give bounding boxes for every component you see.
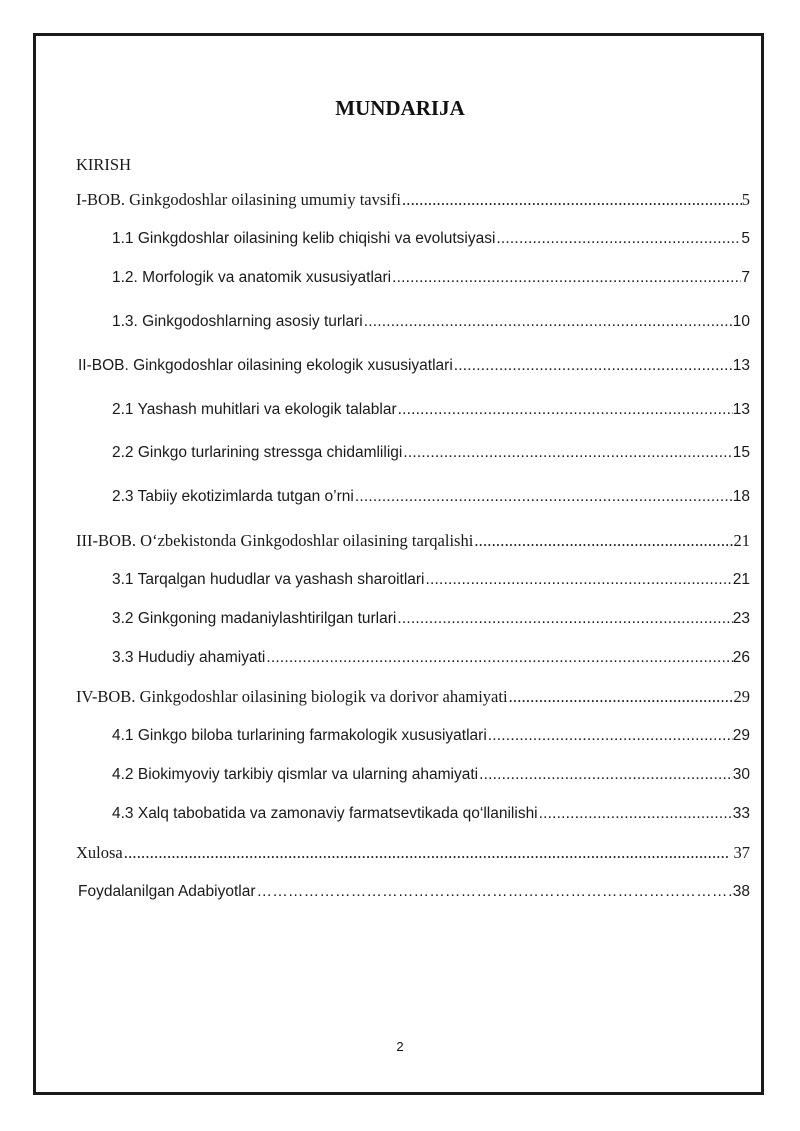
leader-dots — [496, 229, 741, 249]
toc-entry-page: 10 — [732, 313, 750, 330]
leader-dots — [266, 648, 732, 668]
toc-entry-page: 21 — [733, 531, 750, 550]
toc-entry-label: Xulosa — [76, 843, 123, 862]
toc-entry-chapter-1[interactable] — [76, 190, 750, 210]
toc-entry-label: 3.1 Tarqalgan hududlar va yashash sharoitlari — [112, 571, 425, 588]
toc-entry-3-3[interactable] — [112, 648, 750, 668]
leader-dots — [124, 843, 730, 863]
toc-entry-label: 1.2. Morfologik va anatomik xususiyatlari — [112, 269, 392, 286]
toc-entry-page: 21 — [732, 571, 750, 588]
toc-entry-label: 2.3 Tabiiy ekotizimlarda tutgan o’rni — [112, 488, 354, 505]
toc-entry-references[interactable] — [78, 882, 750, 902]
leader-dots — [257, 882, 733, 902]
toc-entry-1-3[interactable] — [112, 312, 750, 332]
toc-entry-page: 18 — [732, 488, 750, 505]
toc-entry-label: 3.3 Hududiy ahamiyati — [112, 649, 266, 666]
toc-entry-4-1[interactable] — [112, 726, 750, 746]
leader-dots — [364, 312, 733, 332]
toc-entry-1-2[interactable] — [112, 268, 750, 288]
toc-entry-page: 38 — [732, 883, 750, 900]
page-number: 2 — [396, 1039, 404, 1054]
toc-entry-page: 15 — [732, 444, 750, 461]
toc-entry-label: 2.1 Yashash muhitlari va ekologik talablar — [112, 401, 397, 418]
toc-entry-label: 2.2 Ginkgo turlarining stressga chidamliligi — [112, 444, 403, 461]
toc-entry-page: 5 — [741, 230, 750, 247]
intro-heading: KIRISH — [76, 155, 132, 174]
page-title: MUNDARIJA — [335, 96, 465, 120]
toc-entry-chapter-3[interactable] — [76, 531, 750, 551]
toc-entry-page: 7 — [741, 269, 750, 286]
toc-entry-chapter-4[interactable] — [76, 687, 750, 707]
toc-entry-4-3[interactable] — [112, 804, 750, 824]
toc-entry-2-2[interactable] — [112, 443, 750, 463]
toc-entry-page: 37 — [729, 843, 750, 862]
leader-dots — [398, 400, 733, 420]
leader-dots — [392, 268, 741, 288]
toc-entry-conclusion[interactable] — [76, 843, 750, 863]
toc-entry-page: 26 — [732, 649, 750, 666]
toc-entry-label: Foydalanilgan Adabiyotlar — [78, 883, 256, 900]
leader-dots — [474, 531, 733, 551]
toc-entry-page: 29 — [732, 727, 750, 744]
toc-entry-page: 5 — [741, 190, 750, 209]
toc-entry-page: 33 — [732, 805, 750, 822]
toc-entry-label: 4.1 Ginkgo biloba turlarining farmakologik xususiyatlari — [112, 727, 487, 744]
leader-dots — [426, 570, 733, 590]
toc-entry-label: 4.3 Xalq tabobatida va zamonaviy farmatsevtikada qo‘llanilishi — [112, 805, 538, 822]
toc-entry-label: 1.1 Ginkgdoshlar oilasining kelib chiqishi va evolutsiyasi — [112, 230, 496, 247]
leader-dots — [355, 487, 733, 507]
toc-entry-page: 23 — [732, 610, 750, 627]
toc-entry-chapter-2[interactable] — [78, 356, 750, 376]
toc-entry-page: 30 — [732, 766, 750, 783]
toc-entry-label: 4.2 Biokimyoviy tarkibiy qismlar va ularning ahamiyati — [112, 766, 479, 783]
leader-dots — [402, 190, 742, 210]
toc-entry-2-3[interactable] — [112, 487, 750, 507]
toc-entry-page: 13 — [732, 357, 750, 374]
toc-entry-page: 29 — [733, 687, 750, 706]
toc-entry-label: III-BOB. O‘zbekistonda Ginkgodoshlar oilasining tarqalishi — [76, 531, 474, 550]
toc-entry-3-1[interactable] — [112, 570, 750, 590]
toc-entry-3-2[interactable] — [112, 609, 750, 629]
leader-dots — [397, 609, 732, 629]
toc-entry-label: II-BOB. Ginkgodoshlar oilasining ekologik xususiyatlari — [78, 357, 453, 374]
toc-entry-1-1[interactable] — [112, 229, 750, 249]
leader-dots — [539, 804, 733, 824]
toc-entry-label: 1.3. Ginkgodoshlarning asosiy turlari — [112, 313, 363, 330]
leader-dots — [509, 687, 734, 707]
leader-dots — [454, 356, 733, 376]
toc-entry-page: 13 — [732, 401, 750, 418]
leader-dots — [403, 443, 732, 463]
leader-dots — [479, 765, 733, 785]
leader-dots — [488, 726, 733, 746]
toc-entry-label: 3.2 Ginkgoning madaniylashtirilgan turlari — [112, 610, 397, 627]
toc-entry-label: I-BOB. Ginkgodoshlar oilasining umumiy tavsifi — [76, 190, 401, 209]
toc-entry-4-2[interactable] — [112, 765, 750, 785]
toc-entry-2-1[interactable] — [112, 400, 750, 420]
toc-entry-label: IV-BOB. Ginkgodoshlar oilasining biologik va dorivor ahamiyati — [76, 687, 508, 706]
